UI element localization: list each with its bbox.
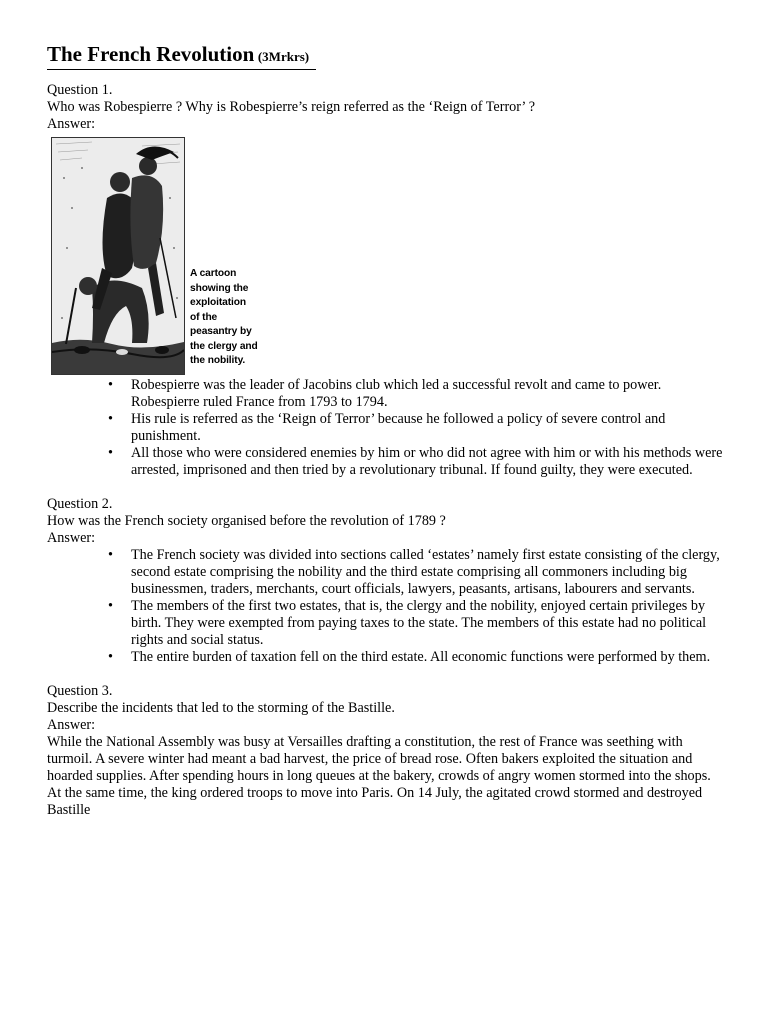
- question-1-answer-label: Answer:: [47, 116, 96, 132]
- bullet-glyph: •: [108, 547, 113, 563]
- cartoon-image: [51, 137, 185, 375]
- caption-line: the clergy and: [190, 340, 258, 352]
- bullet-text: Robespierre was the leader of Jacobins club which led a successful revolt and came to power. Robespierre ruled France from 1793 to 1794.: [131, 377, 662, 410]
- figure-caption: [190, 267, 280, 369]
- bullet-text: The French society was divided into sections called ‘estates’ namely first estate consisting of the clergy, second estate comprising the nobility and the third estate comprising all commoners including big businessmen, traders, merchants, court officials, lawyers, peasants, artisans, labourers and servants.: [131, 547, 720, 597]
- question-3-answer-label: Answer:: [47, 717, 96, 733]
- question-2-label: Question 2.: [47, 496, 113, 512]
- caption-line: exploitation: [190, 297, 246, 308]
- question-3: [47, 683, 727, 819]
- caption-line: of the: [190, 311, 218, 323]
- list-item: [47, 411, 727, 445]
- bullet-text: All those who were considered enemies by him or who did not agree with him or with his methods were arrested, imprisoned and then tried by a revolutionary tribunal. If found guilty, they were executed.: [131, 445, 723, 478]
- bullet-text: The entire burden of taxation fell on the third estate. All economic functions were performed by them.: [131, 649, 711, 665]
- bullet-glyph: •: [108, 377, 113, 393]
- question-2-text: How was the French society organised before the revolution of 1789 ?: [47, 513, 446, 529]
- question-3-answer: While the National Assembly was busy at Versailles drafting a constitution, the rest of France was seething with turmoil. A severe winter had meant a bad harvest, the price of bread rose. Often bakers exploited the situation and hoarded supplies. After spending hours in long queues at the bakery, crowds of angry women stormed into the shops. At the same time, the king ordered troops to move into Paris. On 14 July, the agitated crowd stormed and destroyed Bastille: [47, 734, 711, 818]
- cartoon-illustration: [52, 138, 184, 374]
- question-2: [47, 496, 727, 666]
- list-item: [47, 598, 727, 649]
- bullet-glyph: •: [108, 649, 113, 665]
- page-title: [47, 42, 316, 70]
- caption-line: showing the: [190, 282, 249, 294]
- question-3-label: Question 3.: [47, 683, 113, 699]
- title-main: The French Revolution: [47, 42, 255, 66]
- bullet-text: His rule is referred as the ‘Reign of Terror’ because he followed a policy of severe control and punishment.: [131, 411, 666, 444]
- question-1-label: Question 1.: [47, 82, 113, 98]
- bullet-glyph: •: [108, 598, 113, 614]
- question-1-answer-list: [47, 377, 727, 479]
- list-item: [47, 377, 727, 411]
- bullet-text: The members of the first two estates, that is, the clergy and the nobility, enjoyed certain privileges by birth. They were exempted from paying taxes to the state. The members of this estate had no political rights and social status.: [131, 598, 707, 648]
- document-page: [47, 42, 727, 819]
- caption-line: A cartoon: [190, 268, 237, 279]
- list-item: [47, 547, 727, 598]
- question-2-answer-list: [47, 547, 727, 666]
- bullet-glyph: •: [108, 411, 113, 427]
- bullet-glyph: •: [108, 445, 113, 461]
- question-1: [47, 82, 727, 479]
- caption-line: the nobility.: [190, 355, 246, 366]
- cartoon-figure: [47, 137, 727, 377]
- title-marks: (3Mrkrs): [257, 49, 310, 64]
- question-2-answer-label: Answer:: [47, 530, 96, 546]
- caption-line: peasantry by: [190, 326, 252, 337]
- question-1-text: Who was Robespierre ? Why is Robespierre’s reign referred as the ‘Reign of Terror’ ?: [47, 99, 536, 115]
- question-3-text: Describe the incidents that led to the storming of the Bastille.: [47, 700, 395, 716]
- list-item: [47, 649, 727, 666]
- list-item: [47, 445, 727, 479]
